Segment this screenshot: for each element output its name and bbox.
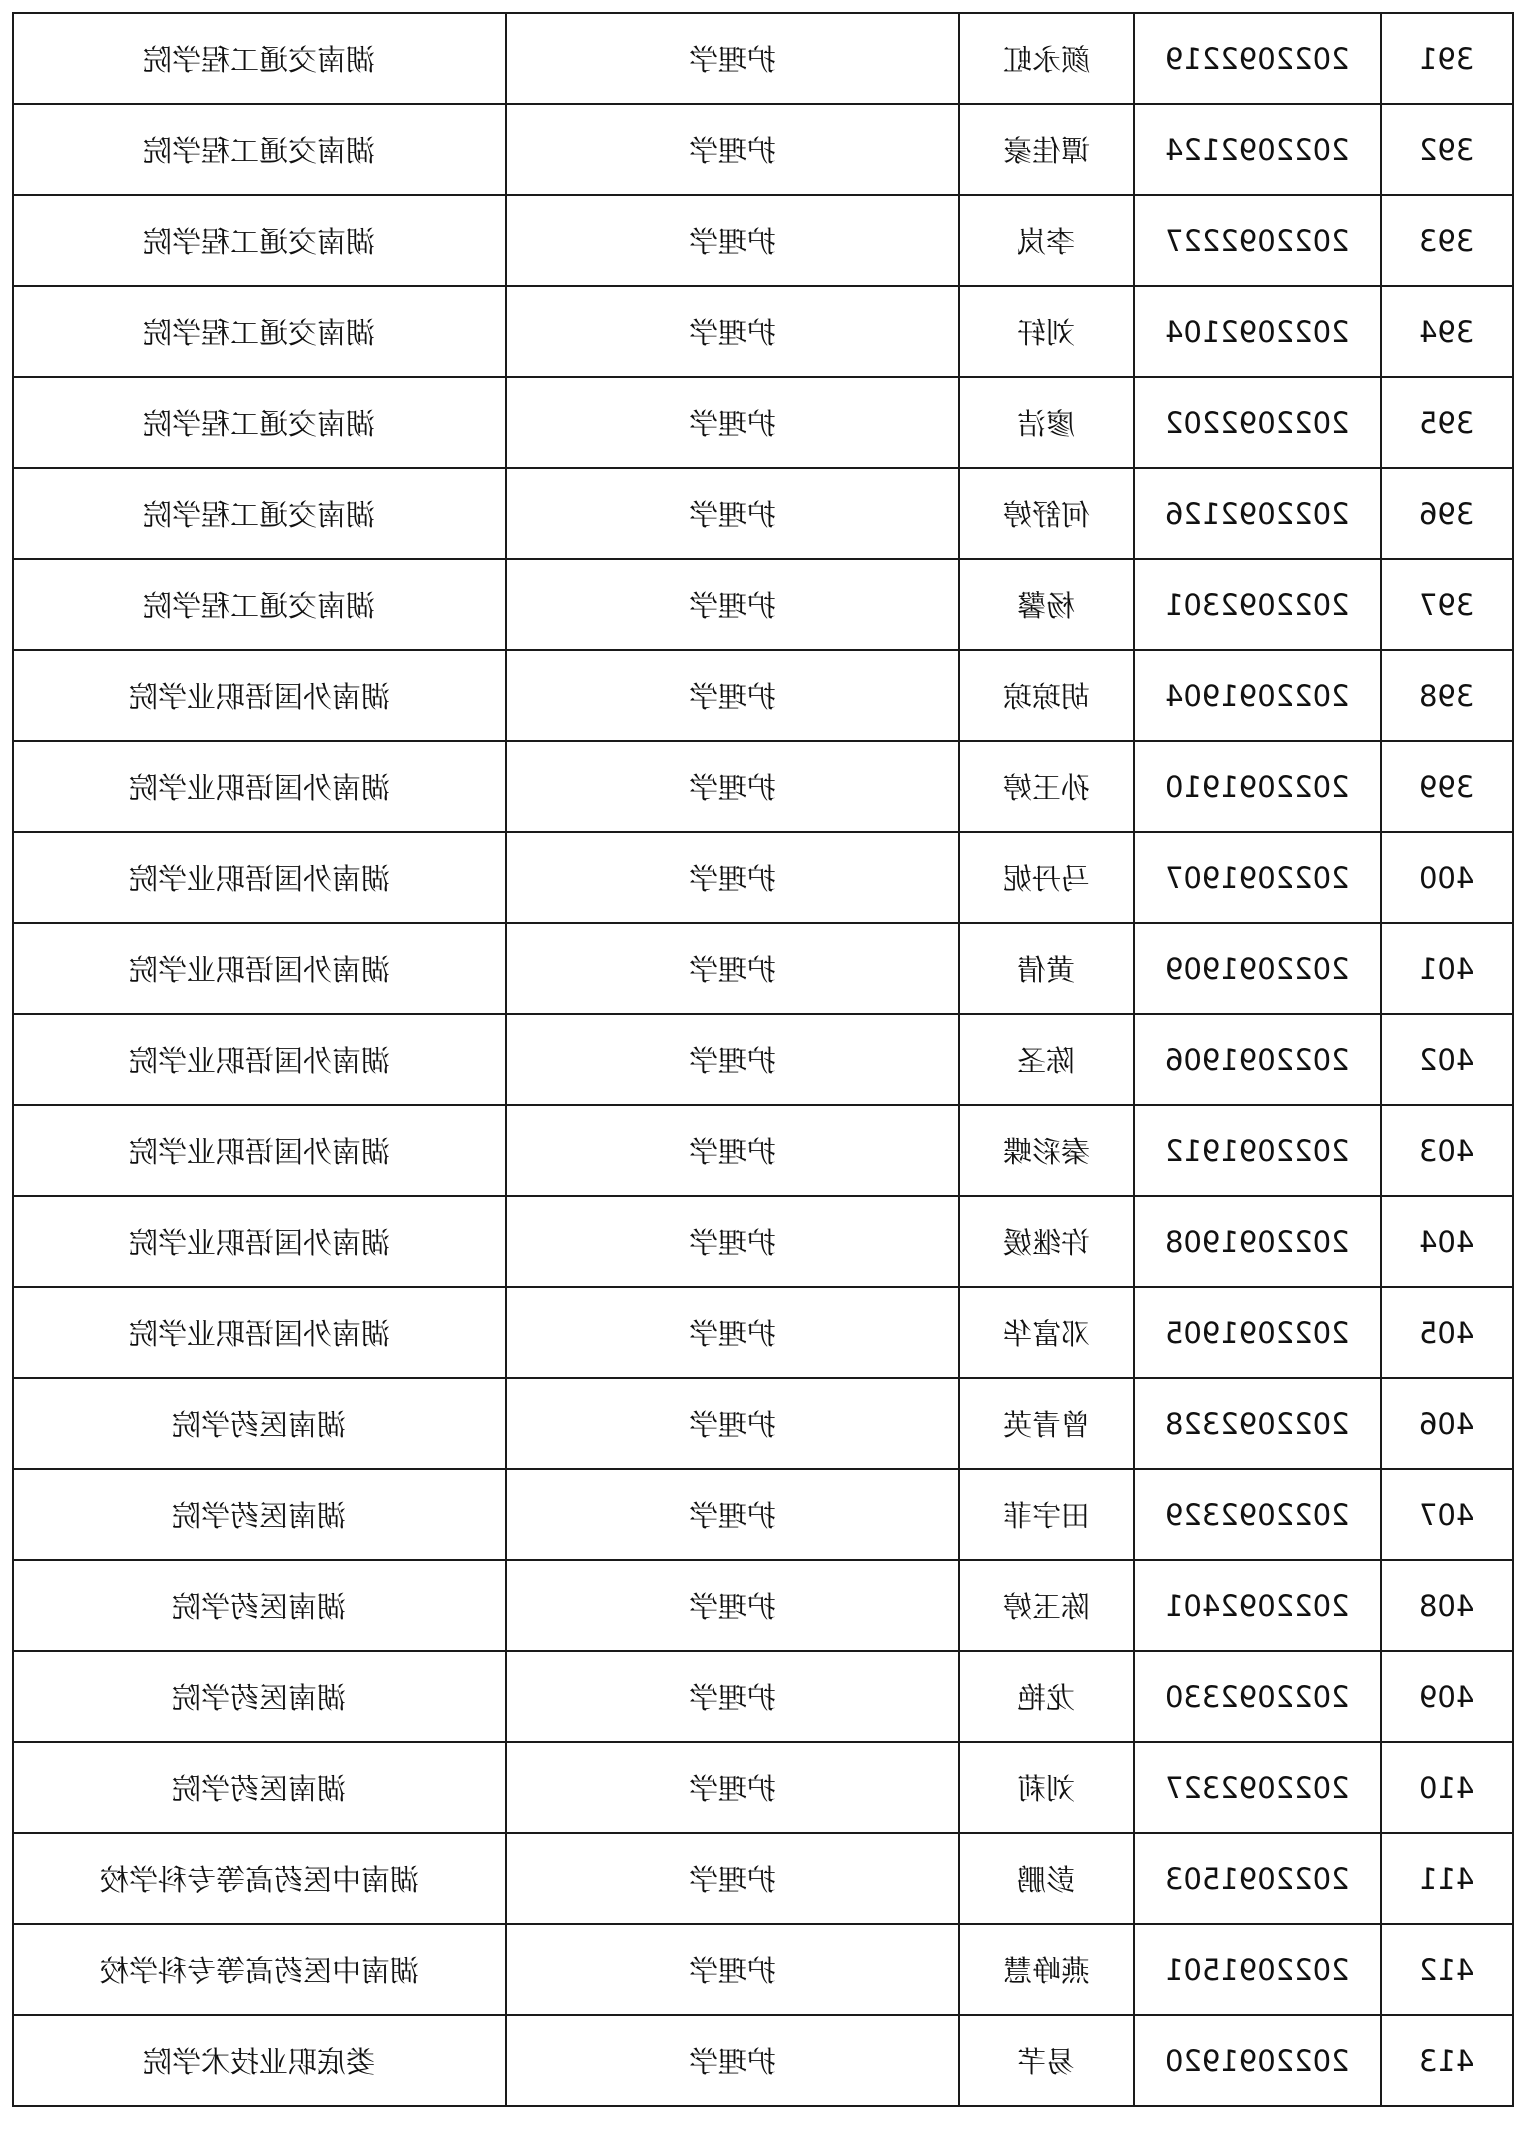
- student-id-cell-text: 2022091907: [1165, 860, 1350, 895]
- major-cell-text: 护理学: [688, 1954, 776, 1988]
- school-cell: [13, 1651, 506, 1742]
- school-cell-text: 湖南医药学院: [172, 1590, 347, 1624]
- name-cell-text: 田宇菲: [1002, 1499, 1090, 1533]
- school-cell: [13, 377, 506, 468]
- major-cell: [506, 923, 959, 1014]
- row-number-cell: [1381, 195, 1513, 286]
- row-number-cell: [1381, 286, 1513, 377]
- table-row: [13, 1105, 1513, 1196]
- student-id-cell-text: 2022092328: [1165, 1406, 1350, 1441]
- name-cell-text: 陈玉婷: [1002, 1590, 1090, 1624]
- school-cell: [13, 741, 506, 832]
- school-cell-text: 湖南交通工程学院: [143, 134, 376, 168]
- major-cell-text: 护理学: [688, 498, 776, 532]
- name-cell-text: 龙艳: [1017, 1681, 1076, 1715]
- student-id-cell: [1134, 286, 1381, 377]
- major-cell-text: 护理学: [688, 1317, 776, 1351]
- row-number-cell-text: 411: [1419, 1861, 1475, 1896]
- school-cell: [13, 1742, 506, 1833]
- major-cell-text: 护理学: [688, 1499, 776, 1533]
- row-number-cell-text: 391: [1419, 41, 1475, 76]
- school-cell: [13, 832, 506, 923]
- student-id-cell: [1134, 923, 1381, 1014]
- name-cell-text: 杨馨: [1017, 589, 1076, 623]
- major-cell: [506, 1014, 959, 1105]
- student-id-cell: [1134, 650, 1381, 741]
- major-cell: [506, 2015, 959, 2106]
- major-cell-text: 护理学: [688, 316, 776, 350]
- row-number-cell-text: 402: [1419, 1042, 1475, 1077]
- major-cell-text: 护理学: [688, 862, 776, 896]
- student-id-cell: [1134, 1742, 1381, 1833]
- student-id-cell: [1134, 468, 1381, 559]
- row-number-cell-text: 398: [1419, 678, 1475, 713]
- student-id-cell-text: 2022092401: [1165, 1588, 1350, 1623]
- row-number-cell-text: 399: [1419, 769, 1475, 804]
- major-cell-text: 护理学: [688, 1226, 776, 1260]
- student-id-cell-text: 2022091920: [1165, 2043, 1350, 2078]
- student-id-cell-text: 2022092104: [1165, 314, 1350, 349]
- major-cell-text: 护理学: [688, 1590, 776, 1624]
- table-row: [13, 286, 1513, 377]
- name-cell-text: 刘莉: [1017, 1772, 1076, 1806]
- name-cell: [959, 1105, 1134, 1196]
- student-id-cell: [1134, 1014, 1381, 1105]
- school-cell: [13, 286, 506, 377]
- table-row: [13, 1924, 1513, 2015]
- school-cell-text: 娄底职业技术学院: [143, 2045, 376, 2079]
- student-id-cell: [1134, 1651, 1381, 1742]
- school-cell: [13, 1469, 506, 1560]
- major-cell: [506, 741, 959, 832]
- name-cell: [959, 2015, 1134, 2106]
- name-cell: [959, 1651, 1134, 1742]
- school-cell-text: 湖南中医药高等专科学校: [99, 1954, 419, 1988]
- school-cell-text: 湖南交通工程学院: [143, 316, 376, 350]
- school-cell: [13, 1105, 506, 1196]
- school-cell: [13, 650, 506, 741]
- row-number-cell-text: 412: [1419, 1952, 1475, 1987]
- major-cell-text: 护理学: [688, 1135, 776, 1169]
- school-cell-text: 湖南外国语职业学院: [128, 953, 390, 987]
- school-cell: [13, 923, 506, 1014]
- name-cell-text: 廖洁: [1017, 407, 1076, 441]
- row-number-cell: [1381, 1833, 1513, 1924]
- student-id-cell: [1134, 2015, 1381, 2106]
- student-id-cell: [1134, 832, 1381, 923]
- school-cell-text: 湖南外国语职业学院: [128, 680, 390, 714]
- name-cell: [959, 1560, 1134, 1651]
- student-id-cell-text: 2022091503: [1165, 1861, 1350, 1896]
- row-number-cell-text: 410: [1419, 1770, 1475, 1805]
- name-cell: [959, 1833, 1134, 1924]
- row-number-cell: [1381, 1560, 1513, 1651]
- name-cell-text: 彭鹏: [1017, 1863, 1076, 1897]
- school-cell: [13, 1196, 506, 1287]
- row-number-cell-text: 395: [1419, 405, 1475, 440]
- student-id-cell: [1134, 741, 1381, 832]
- major-cell-text: 护理学: [688, 225, 776, 259]
- table-row: [13, 1014, 1513, 1105]
- student-id-cell: [1134, 559, 1381, 650]
- name-cell-text: 曾青英: [1002, 1408, 1090, 1442]
- name-cell-text: 胡琼琼: [1002, 680, 1090, 714]
- row-number-cell-text: 404: [1419, 1224, 1475, 1259]
- name-cell-text: 陈圣: [1017, 1044, 1076, 1078]
- table-row: [13, 741, 1513, 832]
- school-cell-text: 湖南外国语职业学院: [128, 1044, 390, 1078]
- student-id-cell: [1134, 1924, 1381, 2015]
- name-cell-text: 颜永虹: [1002, 43, 1090, 77]
- row-number-cell: [1381, 1651, 1513, 1742]
- school-cell-text: 湖南医药学院: [172, 1499, 347, 1533]
- school-cell: [13, 468, 506, 559]
- major-cell: [506, 1924, 959, 2015]
- school-cell: [13, 13, 506, 104]
- row-number-cell: [1381, 1196, 1513, 1287]
- row-number-cell: [1381, 832, 1513, 923]
- row-number-cell-text: 393: [1419, 223, 1475, 258]
- table-row: [13, 559, 1513, 650]
- row-number-cell-text: 413: [1419, 2043, 1475, 2078]
- school-cell-text: 湖南医药学院: [172, 1408, 347, 1442]
- row-number-cell-text: 400: [1419, 860, 1475, 895]
- school-cell: [13, 1924, 506, 2015]
- name-cell-text: 易芊: [1017, 2045, 1076, 2079]
- student-id-cell-text: 2022091912: [1165, 1133, 1350, 1168]
- row-number-cell: [1381, 1469, 1513, 1560]
- major-cell-text: 护理学: [688, 589, 776, 623]
- major-cell-text: 护理学: [688, 1772, 776, 1806]
- major-cell-text: 护理学: [688, 1408, 776, 1442]
- major-cell-text: 护理学: [688, 771, 776, 805]
- row-number-cell-text: 405: [1419, 1315, 1475, 1350]
- table-row: [13, 2015, 1513, 2106]
- major-cell: [506, 195, 959, 286]
- row-number-cell-text: 408: [1419, 1588, 1475, 1623]
- name-cell: [959, 1014, 1134, 1105]
- major-cell: [506, 1105, 959, 1196]
- major-cell-text: 护理学: [688, 1681, 776, 1715]
- name-cell-text: 许继媛: [1002, 1226, 1090, 1260]
- major-cell-text: 护理学: [688, 1044, 776, 1078]
- name-cell: [959, 650, 1134, 741]
- name-cell: [959, 286, 1134, 377]
- school-cell-text: 湖南医药学院: [172, 1681, 347, 1715]
- student-id-cell-text: 2022092219: [1165, 41, 1350, 76]
- student-id-cell-text: 2022092327: [1165, 1770, 1350, 1805]
- major-cell: [506, 1469, 959, 1560]
- table-row: [13, 1469, 1513, 1560]
- student-id-cell-text: 2022091909: [1165, 951, 1350, 986]
- row-number-cell: [1381, 1924, 1513, 2015]
- row-number-cell-text: 392: [1419, 132, 1475, 167]
- student-id-cell: [1134, 1833, 1381, 1924]
- row-number-cell-text: 394: [1419, 314, 1475, 349]
- school-cell-text: 湖南外国语职业学院: [128, 1135, 390, 1169]
- student-id-cell: [1134, 1469, 1381, 1560]
- name-cell: [959, 741, 1134, 832]
- school-cell-text: 湖南外国语职业学院: [128, 1317, 390, 1351]
- row-number-cell-text: 409: [1419, 1679, 1475, 1714]
- student-id-cell-text: 2022091904: [1165, 678, 1350, 713]
- student-id-cell: [1134, 1196, 1381, 1287]
- student-id-cell-text: 2022091906: [1165, 1042, 1350, 1077]
- major-cell-text: 护理学: [688, 43, 776, 77]
- table-row: [13, 650, 1513, 741]
- table-row: [13, 1378, 1513, 1469]
- school-cell-text: 湖南中医药高等专科学校: [99, 1863, 419, 1897]
- name-cell: [959, 377, 1134, 468]
- row-number-cell-text: 396: [1419, 496, 1475, 531]
- table-row: [13, 1742, 1513, 1833]
- name-cell-text: 刘轩: [1017, 316, 1076, 350]
- name-cell-text: 秦彩蝶: [1002, 1135, 1090, 1169]
- name-cell: [959, 923, 1134, 1014]
- name-cell: [959, 1742, 1134, 1833]
- major-cell: [506, 468, 959, 559]
- row-number-cell: [1381, 650, 1513, 741]
- name-cell: [959, 195, 1134, 286]
- row-number-cell: [1381, 2015, 1513, 2106]
- name-cell: [959, 1924, 1134, 2015]
- row-number-cell: [1381, 1742, 1513, 1833]
- row-number-cell: [1381, 377, 1513, 468]
- roster-table-body: [13, 13, 1513, 2106]
- name-cell: [959, 1196, 1134, 1287]
- major-cell: [506, 1651, 959, 1742]
- major-cell: [506, 559, 959, 650]
- name-cell-text: 何舒婷: [1002, 498, 1090, 532]
- student-id-cell: [1134, 13, 1381, 104]
- name-cell-text: 黄倩: [1017, 953, 1076, 987]
- school-cell-text: 湖南外国语职业学院: [128, 1226, 390, 1260]
- row-number-cell: [1381, 1378, 1513, 1469]
- school-cell: [13, 1378, 506, 1469]
- row-number-cell: [1381, 559, 1513, 650]
- student-id-cell-text: 2022092329: [1165, 1497, 1350, 1532]
- student-id-cell-text: 2022092227: [1165, 223, 1350, 258]
- table-row: [13, 195, 1513, 286]
- school-cell-text: 湖南医药学院: [172, 1772, 347, 1806]
- row-number-cell: [1381, 1287, 1513, 1378]
- school-cell-text: 湖南外国语职业学院: [128, 862, 390, 896]
- row-number-cell: [1381, 1014, 1513, 1105]
- name-cell-text: 邓富华: [1002, 1317, 1090, 1351]
- student-id-cell: [1134, 1560, 1381, 1651]
- roster-table: [12, 12, 1514, 2107]
- school-cell: [13, 1014, 506, 1105]
- major-cell: [506, 13, 959, 104]
- school-cell: [13, 1833, 506, 1924]
- school-cell: [13, 559, 506, 650]
- student-id-cell-text: 2022092301: [1165, 587, 1350, 622]
- school-cell: [13, 104, 506, 195]
- major-cell-text: 护理学: [688, 407, 776, 441]
- major-cell: [506, 832, 959, 923]
- school-cell-text: 湖南交通工程学院: [143, 407, 376, 441]
- major-cell: [506, 286, 959, 377]
- name-cell-text: 谭佳豪: [1002, 134, 1090, 168]
- table-row: [13, 377, 1513, 468]
- row-number-cell-text: 403: [1419, 1133, 1475, 1168]
- student-id-cell: [1134, 1287, 1381, 1378]
- school-cell-text: 湖南交通工程学院: [143, 498, 376, 532]
- row-number-cell: [1381, 741, 1513, 832]
- school-cell: [13, 195, 506, 286]
- name-cell: [959, 1378, 1134, 1469]
- major-cell: [506, 377, 959, 468]
- school-cell-text: 湖南交通工程学院: [143, 43, 376, 77]
- row-number-cell: [1381, 468, 1513, 559]
- row-number-cell-text: 397: [1419, 587, 1475, 622]
- school-cell: [13, 1560, 506, 1651]
- row-number-cell: [1381, 1105, 1513, 1196]
- table-row: [13, 13, 1513, 104]
- name-cell: [959, 13, 1134, 104]
- name-cell: [959, 559, 1134, 650]
- name-cell-text: 李岚: [1017, 225, 1076, 259]
- table-row: [13, 1196, 1513, 1287]
- major-cell: [506, 1196, 959, 1287]
- student-id-cell-text: 2022091905: [1165, 1315, 1350, 1350]
- major-cell-text: 护理学: [688, 2045, 776, 2079]
- major-cell-text: 护理学: [688, 953, 776, 987]
- major-cell: [506, 104, 959, 195]
- major-cell: [506, 1742, 959, 1833]
- school-cell: [13, 2015, 506, 2106]
- student-id-cell: [1134, 195, 1381, 286]
- name-cell-text: 孙王婷: [1002, 771, 1090, 805]
- major-cell-text: 护理学: [688, 134, 776, 168]
- student-id-cell-text: 2022091910: [1165, 769, 1350, 804]
- school-cell-text: 湖南交通工程学院: [143, 225, 376, 259]
- table-row: [13, 1287, 1513, 1378]
- name-cell-text: 燕峥慧: [1002, 1954, 1090, 1988]
- table-row: [13, 923, 1513, 1014]
- student-id-cell: [1134, 104, 1381, 195]
- student-id-cell-text: 2022092126: [1165, 496, 1350, 531]
- row-number-cell: [1381, 13, 1513, 104]
- name-cell: [959, 104, 1134, 195]
- row-number-cell-text: 406: [1419, 1406, 1475, 1441]
- name-cell: [959, 468, 1134, 559]
- row-number-cell: [1381, 923, 1513, 1014]
- table-row: [13, 1560, 1513, 1651]
- table-row: [13, 1833, 1513, 1924]
- student-id-cell: [1134, 377, 1381, 468]
- major-cell: [506, 1378, 959, 1469]
- row-number-cell: [1381, 104, 1513, 195]
- major-cell: [506, 1287, 959, 1378]
- major-cell: [506, 1833, 959, 1924]
- roster-sheet: [12, 12, 1514, 2107]
- school-cell: [13, 1287, 506, 1378]
- student-id-cell-text: 2022091501: [1165, 1952, 1350, 1987]
- table-row: [13, 104, 1513, 195]
- student-id-cell-text: 2022091908: [1165, 1224, 1350, 1259]
- student-id-cell-text: 2022092330: [1165, 1679, 1350, 1714]
- name-cell-text: 马丹妮: [1002, 862, 1090, 896]
- name-cell: [959, 1287, 1134, 1378]
- major-cell-text: 护理学: [688, 680, 776, 714]
- student-id-cell: [1134, 1105, 1381, 1196]
- major-cell: [506, 650, 959, 741]
- table-row: [13, 1651, 1513, 1742]
- student-id-cell: [1134, 1378, 1381, 1469]
- major-cell-text: 护理学: [688, 1863, 776, 1897]
- row-number-cell-text: 401: [1419, 951, 1475, 986]
- student-id-cell-text: 2022092202: [1165, 405, 1350, 440]
- major-cell: [506, 1560, 959, 1651]
- table-row: [13, 468, 1513, 559]
- row-number-cell-text: 407: [1419, 1497, 1475, 1532]
- school-cell-text: 湖南外国语职业学院: [128, 771, 390, 805]
- name-cell: [959, 1469, 1134, 1560]
- school-cell-text: 湖南交通工程学院: [143, 589, 376, 623]
- table-row: [13, 832, 1513, 923]
- name-cell: [959, 832, 1134, 923]
- student-id-cell-text: 2022092124: [1165, 132, 1350, 167]
